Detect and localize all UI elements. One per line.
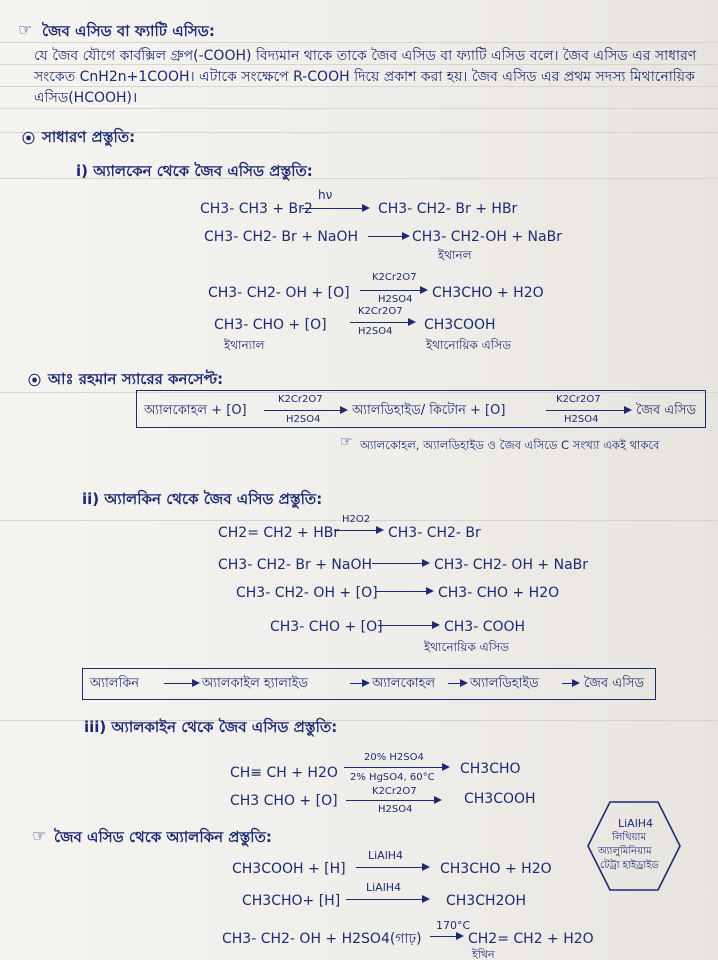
reaction-right: CH3CH2OH: [446, 893, 526, 909]
chain-step: জৈব এসিড: [584, 676, 645, 691]
part3-heading: iii) অ্যালকাইন থেকে জৈব এসিড প্রস্তুতি:: [84, 718, 338, 736]
product-label: ইথিন: [472, 948, 495, 960]
part2-heading: ii) অ্যালকিন থেকে জৈব এসিড প্রস্তুতি:: [82, 490, 323, 508]
reaction-right: CH2= CH2 + H2O: [468, 931, 594, 947]
reaction-left: CH≡ CH + H2O: [230, 765, 338, 781]
bullet-mark-icon: ☞: [18, 20, 33, 39]
reaction-condition: LiAlH4: [366, 881, 402, 894]
reaction-condition: K2Cr2O7: [278, 394, 323, 405]
product-label: ইথানল: [438, 248, 472, 262]
reaction-left: CH3 CHO + [O]: [230, 793, 338, 809]
reaction-condition: K2Cr2O7: [372, 786, 417, 797]
reaction-condition: H2SO4: [286, 414, 321, 425]
reaction-condition: LiAlH4: [368, 849, 404, 862]
reaction-arrow: [346, 899, 428, 900]
reaction-right: CH3- CHO + H2O: [438, 585, 560, 601]
reaction-right: CH3COOH: [464, 791, 536, 807]
hex-line: অ্যালুমিনিয়াম: [598, 846, 652, 857]
reaction-arrow: [344, 767, 448, 768]
reaction-left: CH3CHO+ [H]: [242, 893, 341, 909]
reaction-left: CH3- CH2- Br + NaOH: [204, 229, 359, 245]
reaction-right: CH3CHO: [460, 761, 521, 777]
concept-heading: আঃ রহমান স্যারের কনসেপ্ট:: [48, 370, 224, 388]
reaction-left: CH3- CH3 + Br2: [200, 201, 313, 217]
reaction-left: CH3- CH2- Br + NaOH: [218, 557, 373, 573]
chain-step: অ্যালডিহাইড: [470, 676, 539, 691]
reaction-left: CH3- CH2- OH + [O]: [236, 585, 378, 601]
reaction-condition: K2Cr2O7: [358, 306, 403, 317]
concept-aldehyde: অ্যালডিহাইড/ কিটোন + [O]: [352, 403, 506, 418]
reaction-condition: 2% HgSO4, 60°C: [350, 772, 435, 783]
reaction-left: CH3- CHO + [O]: [214, 317, 327, 333]
reaction-condition: H2SO4: [378, 804, 413, 815]
reaction-right: CH3COOH: [424, 317, 496, 333]
bullet-mark-icon: ⦿: [22, 132, 36, 147]
reaction-condition: hν: [318, 188, 333, 202]
product-label: ইথানোয়িক এসিড: [426, 338, 511, 352]
chain-step: অ্যালকাইল হ্যালাইড: [202, 676, 309, 691]
concept-alcohol: অ্যালকোহল + [O]: [144, 403, 247, 418]
reaction-left: CH3- CH2- OH + [O]: [208, 285, 350, 301]
ruled-line: [0, 42, 718, 43]
hex-line: লিথিয়াম: [612, 832, 646, 843]
concept-note: অ্যালকোহল, অ্যালডিহাইড ও জৈব এসিডে C সংখ্যা একই থাকবে: [360, 438, 660, 452]
reaction-arrow: [346, 800, 440, 801]
reaction-arrow: [376, 591, 432, 592]
reaction-arrow: [334, 530, 382, 531]
reaction-arrow: [350, 322, 414, 323]
chain-step: অ্যালকোহল: [372, 676, 436, 691]
product-label: ইথানোয়িক এসিড: [424, 640, 509, 654]
reaction-condition: 170°C: [436, 919, 471, 932]
reaction-left: CH3- CH2- OH + H2SO4(গাঢ়): [222, 931, 422, 947]
part1-heading: i) অ্যালকেন থেকে জৈব এসিড প্রস্তুতি:: [76, 162, 313, 180]
hex-formula: LiAlH4: [618, 817, 654, 830]
reaction-arrow: [264, 410, 346, 411]
reaction-condition: K2Cr2O7: [556, 394, 601, 405]
reaction-arrow: [378, 625, 438, 626]
reaction-condition: H2SO4: [564, 414, 599, 425]
reactant-label: ইথান্যাল: [224, 338, 265, 352]
chain-step: অ্যালকিন: [90, 676, 140, 691]
reaction-left: CH3COOH + [H]: [232, 861, 346, 877]
reaction-arrow: [430, 936, 462, 937]
bullet-mark-icon: ⦿: [28, 374, 42, 389]
general-prep-heading: সাধারণ প্রস্তুতি:: [42, 128, 136, 146]
reaction-right: CH3CHO + H2O: [432, 285, 544, 301]
reaction-right: CH3- CH2- OH + NaBr: [434, 557, 589, 573]
reaction-condition: H2SO4: [358, 326, 393, 337]
reaction-left: CH3- CHO + [O]: [270, 619, 383, 635]
reaction-right: CH3- COOH: [444, 619, 526, 635]
reaction-condition: H2O2: [342, 514, 371, 525]
page-title: জৈব এসিড বা ফ্যাটি এসিড:: [42, 22, 215, 40]
reaction-left: CH2= CH2 + HBr: [218, 525, 340, 541]
concept-acid: জৈব এসিড: [636, 403, 697, 418]
bullet-mark-icon: ☞: [32, 826, 47, 845]
chain-arrow: [562, 683, 578, 684]
hex-line: টেট্রা হাইড্রাইড: [600, 860, 659, 871]
reaction-right: CH3- CH2-OH + NaBr: [412, 229, 562, 245]
reaction-condition: H2SO4: [378, 294, 413, 305]
chain-arrow: [350, 683, 368, 684]
reaction-right: CH3CHO + H2O: [440, 861, 552, 877]
reaction-arrow: [302, 208, 368, 209]
reaction-arrow: [360, 290, 426, 291]
acid-to-alkene-heading: জৈব এসিড থেকে অ্যালকিন প্রস্তুতি:: [54, 828, 272, 846]
chain-arrow: [164, 683, 198, 684]
chain-arrow: [448, 683, 466, 684]
reaction-right: CH3- CH2- Br: [388, 525, 481, 541]
reaction-condition: 20% H2SO4: [364, 752, 424, 763]
reaction-arrow: [546, 410, 630, 411]
reaction-arrow: [372, 563, 428, 564]
reaction-right: CH3- CH2- Br + HBr: [378, 201, 518, 217]
reaction-arrow: [356, 867, 428, 868]
intro-paragraph: যে জৈব যৌগে কার্বক্সিল গ্রুপ(-COOH) বিদ্যমান থাকে তাকে জৈব এসিড বা ফ্যাটি এসিড বলে। জৈব এসিড এর সাধারণ সংকেত CnH2n+1COOH। এটাকে সংক্ষেপে R-COOH দিয়ে প্রকাশ করা হয়। জৈব এসিড এর প্রথম সদস্য মিথানোয়িক এসিড(HCOOH)।: [34, 48, 697, 106]
reaction-arrow: [368, 236, 408, 237]
reaction-condition: K2Cr2O7: [372, 272, 417, 283]
note-mark-icon: ☞: [340, 434, 353, 450]
